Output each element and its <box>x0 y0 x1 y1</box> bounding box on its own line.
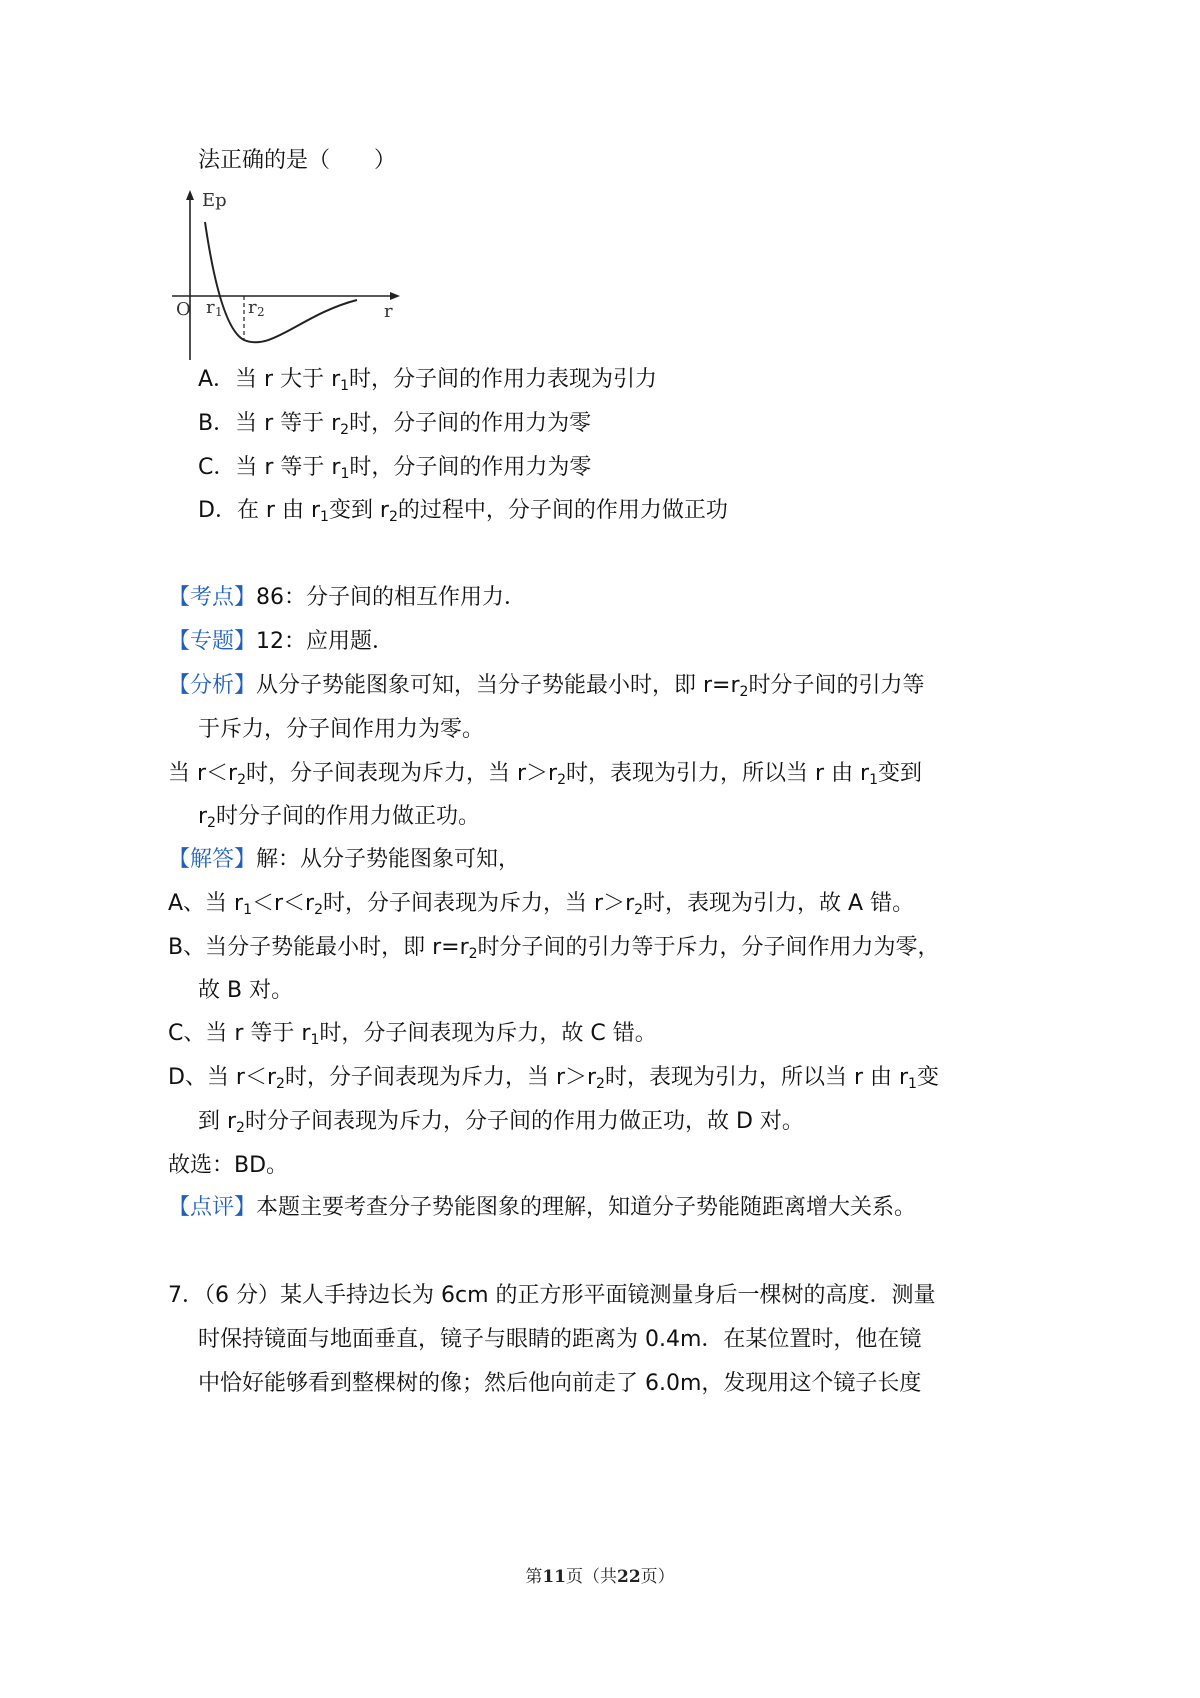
r1-label-sub: 1 <box>215 305 223 319</box>
y-axis-label: Ep <box>202 190 227 211</box>
fenxi-tag: 【分析】 <box>168 673 257 698</box>
option-c: C．当 r 等于 $r_1$时，分子间的作用力为零 <box>198 455 592 482</box>
dianping-tag: 【点评】 <box>168 1195 257 1220</box>
jieda-d: D、当 $r<r_2$时，分子间表现为斥力，当 $r>r_2$时，表现为引力，所以当 r 由 $r_1$变 <box>168 1065 939 1092</box>
zhuanti: 【专题】12：应用题． <box>168 629 395 654</box>
q7-line-3: 中恰好能够看到整棵树的像；然后他向前走了 6.0m，发现用这个镜子长度 <box>198 1371 922 1396</box>
q7-line-1: 7．（6 分）某人手持边长为 6cm 的正方形平面镜测量身后一棵树的高度．测量 <box>168 1283 936 1308</box>
page-total: 22 <box>617 1567 641 1587</box>
jieda-line-1: 【解答】解：从分子势能图象可知， <box>168 847 521 872</box>
potential-energy-graph <box>172 190 432 375</box>
x-axis-label: r <box>384 301 393 322</box>
option-d: D．在 r 由 $r_1$变到 $r_2$的过程中，分子间的作用力做正功 <box>198 498 728 525</box>
zhuanti-tag: 【专题】 <box>168 629 257 654</box>
r2-label-sub: 2 <box>257 305 265 319</box>
r2-label: r <box>248 297 257 318</box>
origin-label: O <box>176 299 191 320</box>
r1-label: r <box>206 297 215 318</box>
page-number: 11 <box>542 1567 566 1587</box>
kaodian: 【考点】86：分子间的相互作用力． <box>168 585 527 610</box>
fenxi-line-2: 于斥力，分子间作用力为零。 <box>198 717 485 742</box>
x-axis-arrow-icon <box>390 292 400 300</box>
fenxi-line-1: 【分析】从分子势能图象可知，当分子势能最小时，即 $r=r_2$时分子间的引力等 <box>168 673 925 700</box>
kaodian-tag: 【考点】 <box>168 585 257 610</box>
jieda-c: C、当 r 等于 $r_1$时，分子间表现为斥力，故 C 错。 <box>168 1021 657 1048</box>
jieda-a: A、当 $r_1<r<r_2$时，分子间表现为斥力，当 $r>r_2$时，表现为引力，故 A 错。 <box>168 891 915 918</box>
question-tail: 法正确的是（ ） <box>198 148 397 173</box>
option-b: B．当 r 等于 $r_2$时，分子间的作用力为零 <box>198 411 592 438</box>
fenxi-line-3: 当 $r<r_2$时，分子间表现为斥力，当 $r>r_2$时，表现为引力，所以当 r 由 $r_1$变到 <box>168 761 923 788</box>
potential-curve <box>205 222 357 342</box>
jieda-d-line-2: 到 $r_2$时分子间表现为斥力，分子间的作用力做正功，故 D 对。 <box>198 1109 804 1136</box>
jieda-answer: 故选：BD。 <box>168 1153 289 1178</box>
fenxi-line-4: $r_2$时分子间的作用力做正功。 <box>198 804 480 831</box>
page-footer: 第11页（共22页） <box>525 1567 675 1587</box>
jieda-tag: 【解答】 <box>168 847 257 872</box>
dianping: 【点评】本题主要考查分子势能图象的理解，知道分子势能随距离增大关系。 <box>168 1195 917 1220</box>
q7-line-2: 时保持镜面与地面垂直，镜子与眼睛的距离为 0.4m．在某位置时，他在镜 <box>198 1327 922 1352</box>
option-a: A．当 r 大于 $r_1$时，分子间的作用力表现为引力 <box>198 367 658 394</box>
y-axis-arrow-icon <box>186 190 194 200</box>
jieda-b: B、当分子势能最小时，即 $r=r_2$时分子间的引力等于斥力，分子间作用力为零， <box>168 935 940 962</box>
jieda-b-line-2: 故 B 对。 <box>198 978 294 1003</box>
